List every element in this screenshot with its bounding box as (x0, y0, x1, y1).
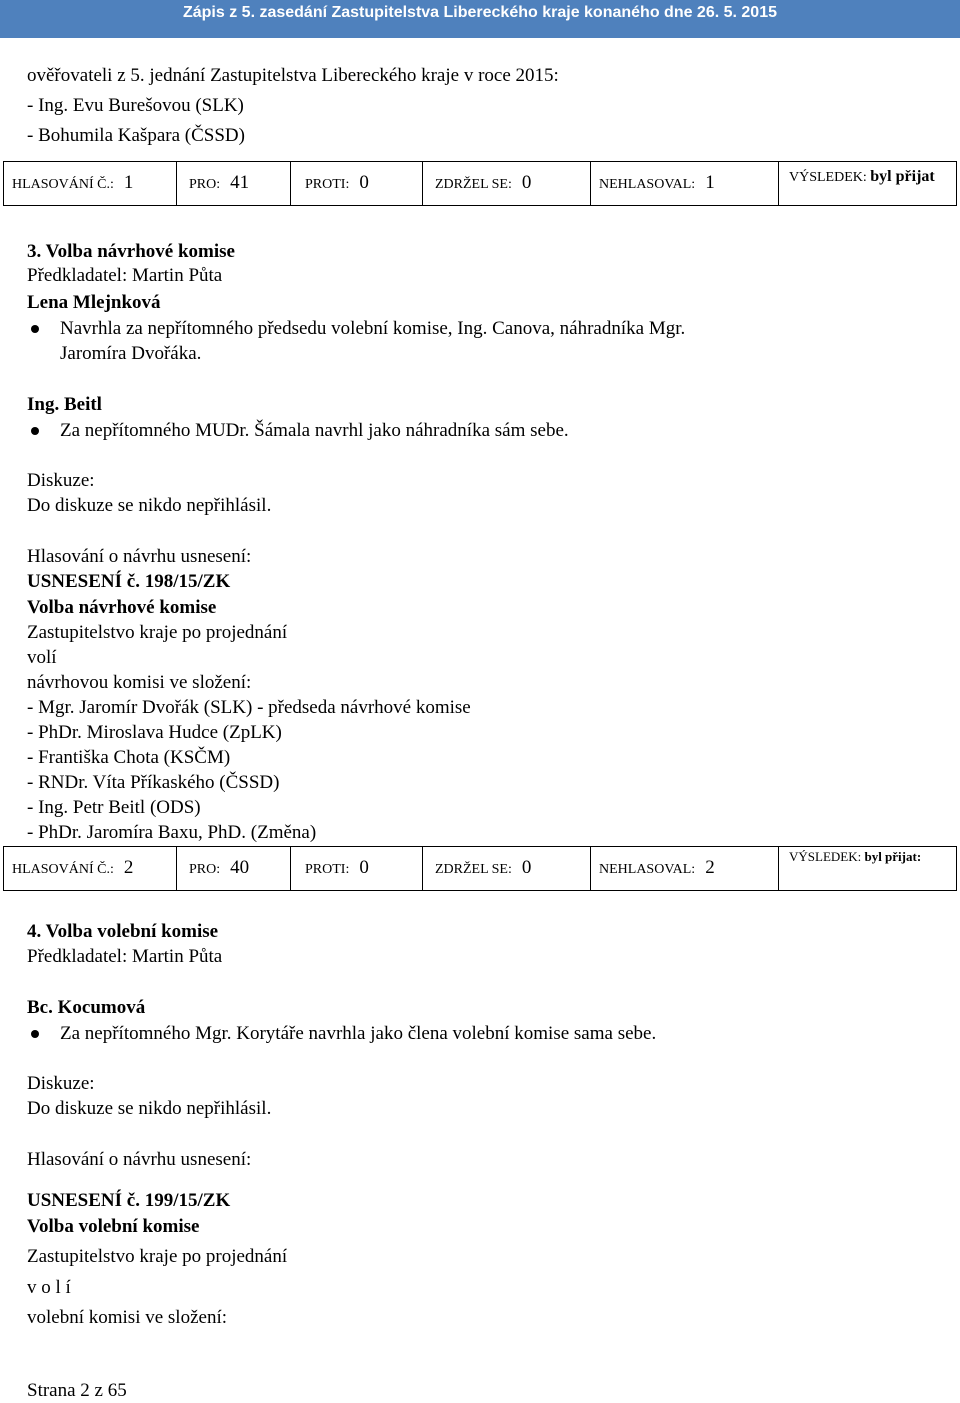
vote-table-2 (3, 846, 957, 891)
section-4-diskuze-label: Diskuze: (27, 1073, 95, 1094)
section-4-speaker-1: Bc. Kocumová (27, 997, 146, 1018)
vote-result-cell: VÝSLEDEK: byl přijat: (778, 847, 956, 890)
page-header: Zápis z 5. zasedání Zastupitelstva Libereckého kraje konaného dne 26. 5. 2015 (0, 0, 960, 38)
member-item: - Ing. Petr Beitl (ODS) (27, 797, 201, 818)
section-4-text-1: Zastupitelstvo kraje po projednání (27, 1246, 288, 1267)
section-3-diskuze-label: Diskuze: (27, 470, 95, 491)
member-item: - PhDr. Miroslava Hudce (ZpLK) (27, 722, 282, 743)
bullet-icon (31, 427, 39, 435)
section-3-heading: 3. Volba návrhové komise (27, 241, 235, 262)
section-4-diskuze-text: Do diskuze se nikdo nepřihlásil. (27, 1098, 272, 1119)
section-4-text-2: v o l í (27, 1277, 71, 1298)
vote-table-1 (3, 161, 957, 206)
vote-nehlasoval-cell: NEHLASOVAL: 1 (590, 162, 778, 205)
member-item: - Mgr. Jaromír Dvořák (SLK) - předseda návrhové komise (27, 697, 471, 718)
section-3-text-3: návrhovou komisi ve složení: (27, 672, 252, 693)
vote-number-label: HLASOVÁNÍ Č.: 1 (12, 172, 134, 193)
section-3-hlasovani-label: Hlasování o návrhu usnesení: (27, 546, 252, 567)
member-item: - RNDr. Víta Příkaského (ČSSD) (27, 772, 280, 793)
section-3-bullet-1-line-2: Jaromíra Dvořáka. (60, 343, 202, 364)
page-number: Strana 2 z 65 (27, 1380, 127, 1401)
vote-zdrzel-cell: ZDRŽEL SE: 0 (422, 162, 590, 205)
vote-proti-cell: PROTI: 0 (290, 847, 422, 890)
section-3-bullet-2: Za nepřítomného MUDr. Šámala navrhl jako náhradníka sám sebe. (60, 420, 569, 441)
vote-nehlasoval-cell: NEHLASOVAL: 2 (590, 847, 778, 890)
section-3-predkladatel: Předkladatel: Martin Půta (27, 265, 223, 286)
vote-pro-cell: PRO: 40 (176, 847, 290, 890)
section-3-usneseni: USNESENÍ č. 198/15/ZK (27, 571, 231, 592)
bullet-icon (31, 325, 39, 333)
section-4-hlasovani-label: Hlasování o návrhu usnesení: (27, 1149, 252, 1170)
section-3-text-2: volí (27, 647, 57, 668)
section-4-heading: 4. Volba volební komise (27, 921, 219, 942)
bullet-icon (31, 1030, 39, 1038)
section-3-speaker-2: Ing. Beitl (27, 394, 102, 415)
vote-number-label: HLASOVÁNÍ Č.: 2 (12, 857, 134, 878)
section-4-usneseni-title: Volba volební komise (27, 1216, 200, 1237)
section-3-usneseni-title: Volba návrhové komise (27, 597, 217, 618)
member-item: - PhDr. Jaromíra Baxu, PhD. (Změna) (27, 822, 317, 843)
section-3-text-1: Zastupitelstvo kraje po projednání (27, 622, 288, 643)
section-3-diskuze-text: Do diskuze se nikdo nepřihlásil. (27, 495, 272, 516)
intro-line-3: - Bohumila Kašpara (ČSSD) (27, 125, 245, 146)
section-3-bullet-1-line-1: Navrhla za nepřítomného předsedu volební komise, Ing. Canova, náhradníka Mgr. (60, 318, 686, 339)
vote-pro-cell: PRO: 41 (176, 162, 290, 205)
section-4-text-3: volební komisi ve složení: (27, 1307, 228, 1328)
section-4-bullet-1: Za nepřítomného Mgr. Korytáře navrhla jako člena volební komise sama sebe. (60, 1023, 657, 1044)
vote-result-cell: VÝSLEDEK: byl přijat (778, 162, 956, 205)
section-4-predkladatel: Předkladatel: Martin Půta (27, 946, 223, 967)
intro-line-2: - Ing. Evu Burešovou (SLK) (27, 95, 244, 116)
section-3-speaker-1: Lena Mlejnková (27, 292, 161, 313)
vote-zdrzel-cell: ZDRŽEL SE: 0 (422, 847, 590, 890)
vote-proti-cell: PROTI: 0 (290, 162, 422, 205)
section-4-usneseni: USNESENÍ č. 199/15/ZK (27, 1190, 231, 1211)
intro-line-1: ověřovateli z 5. jednání Zastupitelstva Libereckého kraje v roce 2015: (27, 65, 559, 86)
member-item: - Františka Chota (KSČM) (27, 747, 231, 768)
